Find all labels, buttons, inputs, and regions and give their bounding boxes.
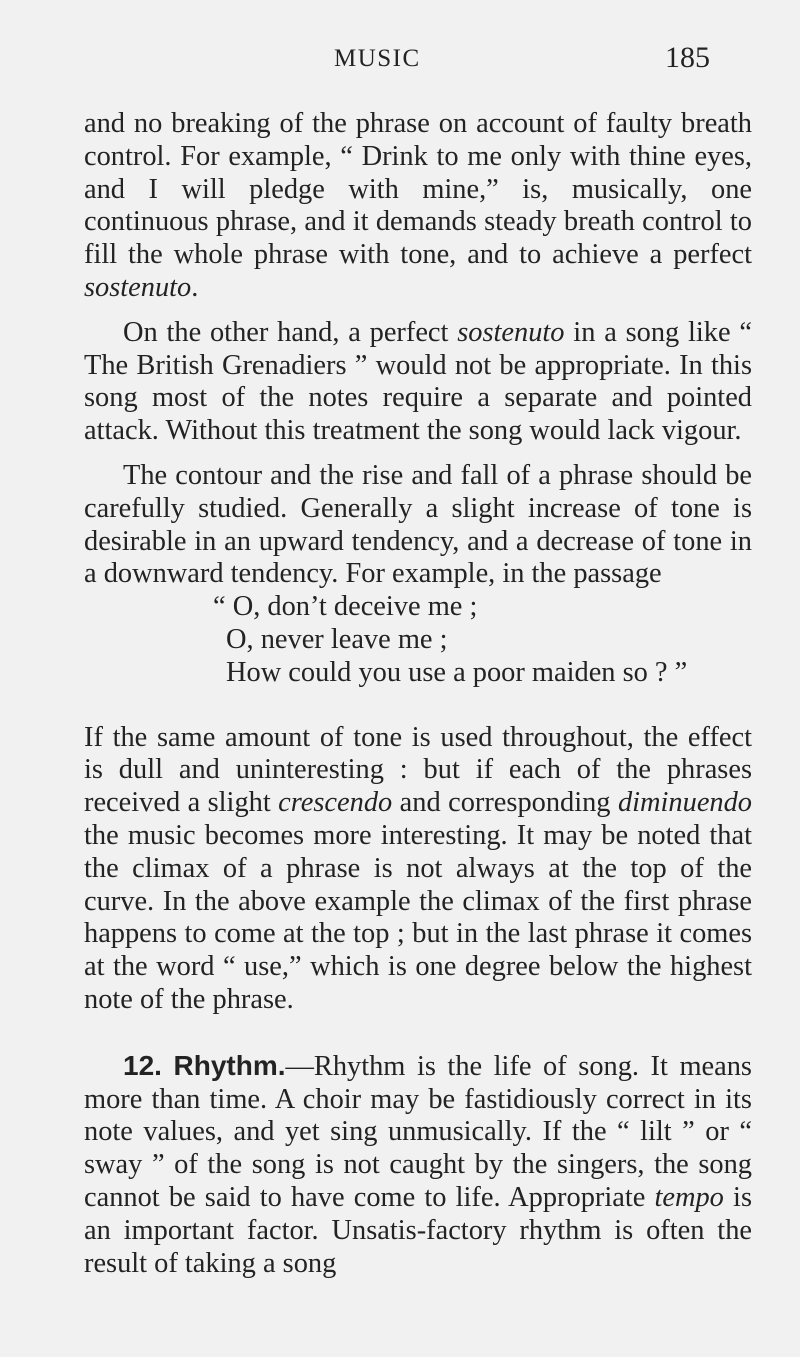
paragraph-text: the music becomes more interesting. It may be noted that the climax of a phrase is not always at the top of the curve. In the above example the climax of the first phrase happens to come at the top ; but in the last phrase it comes at the word “ use,” which is one degree below the highest note of the phrase. (84, 819, 752, 1015)
section-number: 12. (123, 1049, 162, 1081)
paragraph-text: —Rhythm is the life of song. It means more than time. A choir may be fastidiously correct in its note values, and yet sing unmusically. If the “ lilt ” or “ sway ” of the song is not caught by the singers, the song cannot be said to have come to life. Appropriate (84, 1050, 752, 1213)
paragraph-phrase-contour (84, 460, 752, 591)
paragraph-british-grenadiers (84, 317, 752, 448)
paragraph-tone-dynamics (84, 722, 752, 1017)
body-text (84, 108, 752, 1280)
running-head (84, 0, 752, 74)
page-number: 185 (665, 41, 710, 74)
section-title: Rhythm. (173, 1049, 286, 1081)
paragraph-breath-control (84, 108, 752, 305)
paragraph-text: On the other hand, a perfect (123, 316, 458, 348)
paragraph-text: If the same amount of tone is used throughout, the effect is dull and uninteresting : but if each of the phrases received a slight (84, 721, 752, 819)
verse-line: How could you use a poor maiden so ? ” (226, 656, 688, 688)
paragraph-text: is an important factor. Unsatis-factory rhythm is often the result of taking a song (84, 1181, 752, 1279)
section-rhythm (84, 1050, 752, 1281)
paragraph-text: . (191, 271, 199, 303)
paragraph-text: in a song like “ The British Grenadiers ” would not be appropriate. In this song most of the notes require a separate and pointed attack. Without this treatment the song would lack vigour. (84, 316, 753, 447)
paragraph-text: The contour and the rise and fall of a phrase should be carefully studied. Generally a slight increase of tone is desirable in an upward tendency, and a decrease of tone in a downward tendency. For example, in the passage (84, 459, 752, 590)
italic-term: sostenuto (84, 271, 192, 303)
verse-line: “ O, don’t deceive me ; (213, 591, 478, 623)
italic-term: crescendo (278, 787, 393, 819)
italic-term: tempo (654, 1181, 724, 1213)
verse-quotation (213, 591, 752, 709)
italic-term: diminuendo (617, 787, 753, 819)
verse-line: O, never leave me ; (226, 623, 448, 655)
paragraph-text: and corresponding (392, 787, 618, 819)
italic-term: sostenuto (457, 316, 565, 348)
running-title: MUSIC (334, 45, 421, 72)
paragraph-text: and no breaking of the phrase on account of faulty breath control. For example, “ Drink to me only with thine eyes, and I will pledge with mine,” is, musically, one continuous phrase, and it demands steady breath control to fill the whole phrase with tone, and to achieve a perfect (84, 108, 752, 271)
